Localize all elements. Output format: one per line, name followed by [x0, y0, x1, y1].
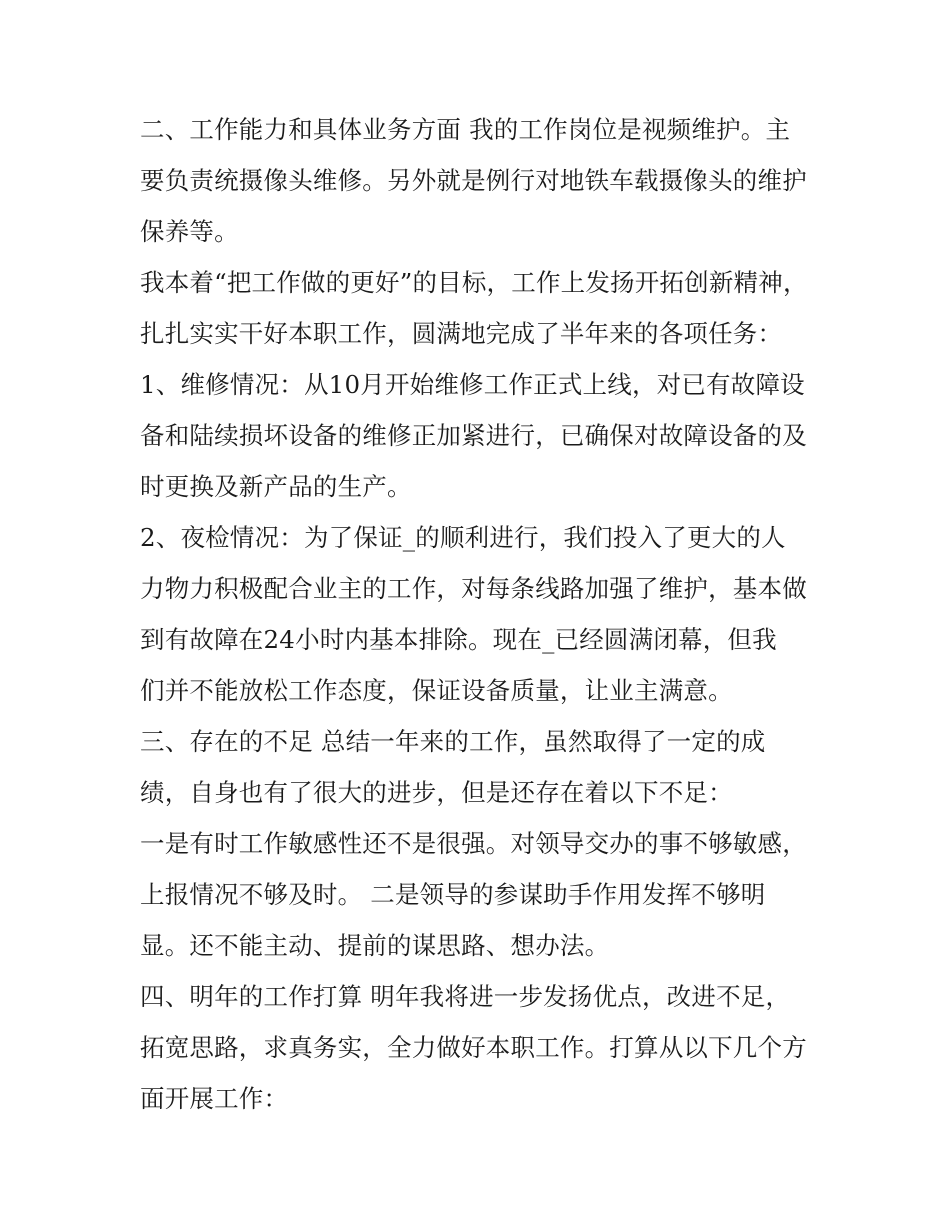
text-line: 1、维修情况：从10月开始维修工作正式上线，对已有故障设 [140, 370, 805, 399]
text-line: 要负责统摄像头维修。另外就是例行对地铁车载摄像头的维护 [140, 166, 807, 195]
text-line: 到有故障在24小时内基本排除。现在_已经圆满闭幕，但我 [140, 625, 777, 654]
text-line: 面开展工作： [140, 1084, 289, 1113]
text-line: 2、夜检情况：为了保证_的顺利进行，我们投入了更大的人 [140, 523, 786, 552]
text-line: 四、明年的工作打算 明年我将进一步发扬优点，改进不足， [140, 982, 791, 1011]
text-line: 时更换及新产品的生产。 [140, 472, 412, 501]
text-line: 力物力积极配合业主的工作，对每条线路加强了维护，基本做 [140, 574, 807, 603]
text-line: 备和陆续损坏设备的维修正加紧进行，已确保对故障设备的及 [140, 421, 807, 450]
text-line: 扎扎实实干好本职工作，圆满地完成了半年来的各项任务： [140, 319, 783, 348]
text-line: 三、存在的不足 总结一年来的工作，虽然取得了一定的成 [140, 727, 766, 756]
text-line: 显。还不能主动、提前的谋思路、想办法。 [140, 931, 610, 960]
text-line: 绩，自身也有了很大的进步，但是还存在着以下不足： [140, 778, 733, 807]
text-line: 上报情况不够及时。 二是领导的参谋助手作用发挥不够明 [140, 880, 766, 909]
text-line: 们并不能放松工作态度，保证设备质量，让业主满意。 [140, 676, 733, 705]
text-line: 一是有时工作敏感性还不是很强。对领导交办的事不够敏感， [140, 829, 807, 858]
text-line: 拓宽思路，求真务实，全力做好本职工作。打算从以下几个方 [140, 1033, 807, 1062]
text-line: 我本着“把工作做的更好”的目标，工作上发扬开拓创新精神， [140, 268, 808, 297]
text-line: 保养等。 [140, 217, 239, 246]
text-line: 二、工作能力和具体业务方面 我的工作岗位是视频维护。主 [140, 115, 791, 144]
